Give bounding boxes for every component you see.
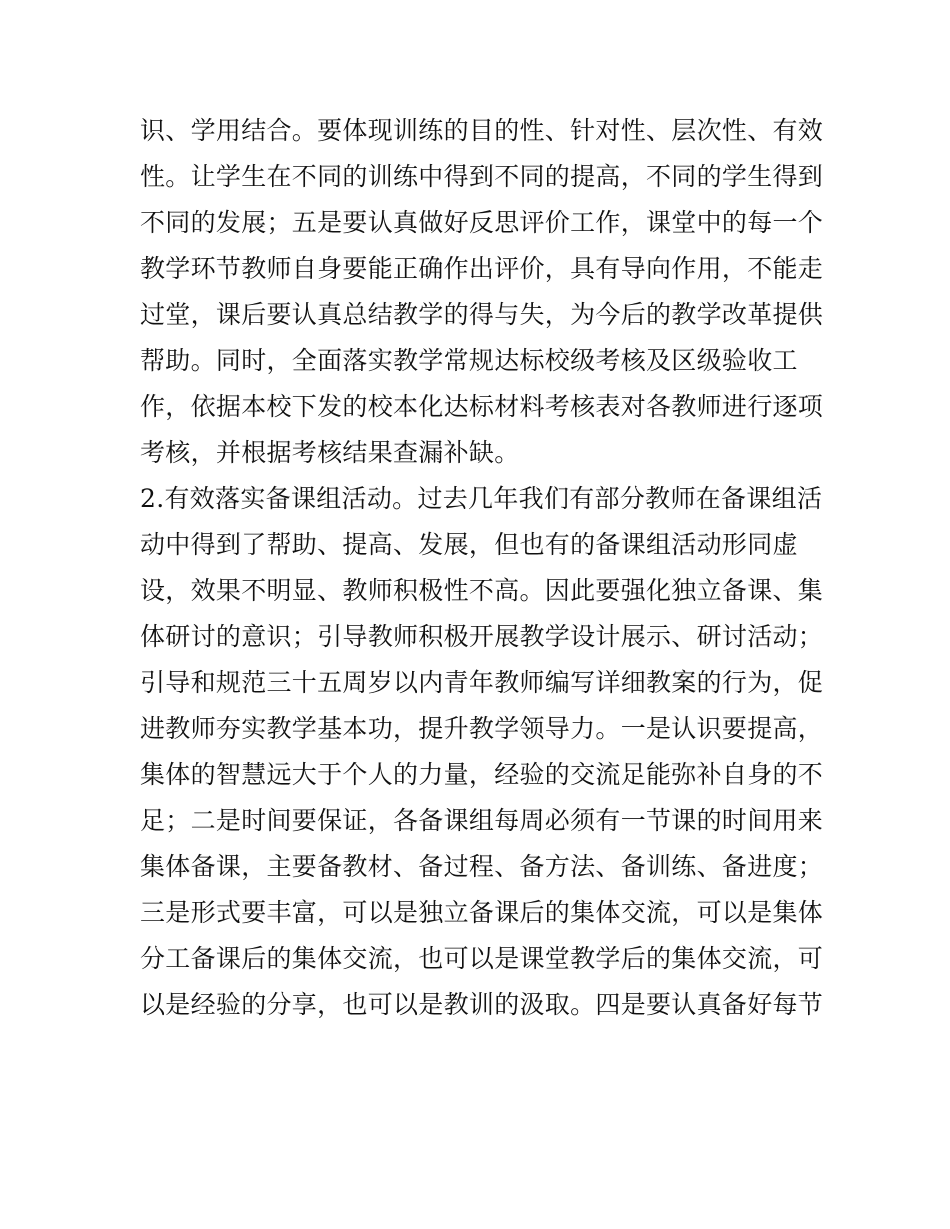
text-line: 教学环节教师自身要能正确作出评价，具有导向作用，不能走	[140, 254, 824, 283]
text-line: 性。让学生在不同的训练中得到不同的提高，不同的学生得到	[140, 162, 824, 191]
text-line: 考核，并根据考核结果查漏补缺。	[140, 438, 520, 467]
text-line: 三是形式要丰富，可以是独立备课后的集体交流，可以是集体	[140, 898, 824, 927]
text-line: 进教师夯实教学基本功，提升教学领导力。一是认识要提高，	[140, 714, 824, 743]
body-text	[140, 108, 824, 1028]
text-line: 过堂，课后要认真总结教学的得与失，为今后的教学改革提供	[140, 300, 824, 329]
text-line: 分工备课后的集体交流，也可以是课堂教学后的集体交流，可	[140, 944, 824, 973]
text-line: 作，依据本校下发的校本化达标材料考核表对各教师进行逐项	[140, 392, 824, 421]
text-line: 集体的智慧远大于个人的力量，经验的交流足能弥补自身的不	[140, 760, 824, 789]
text-line: 以是经验的分享，也可以是教训的汲取。四是要认真备好每节	[140, 990, 824, 1019]
text-line: 引导和规范三十五周岁以内青年教师编写详细教案的行为，促	[140, 668, 824, 697]
text-line: 动中得到了帮助、提高、发展，但也有的备课组活动形同虚	[140, 530, 798, 559]
text-line: 帮助。同时，全面落实教学常规达标校级考核及区级验收工	[140, 346, 798, 375]
text-line: 体研讨的意识；引导教师积极开展教学设计展示、研讨活动；	[140, 622, 824, 651]
text-line: 不同的发展；五是要认真做好反思评价工作，课堂中的每一个	[140, 208, 824, 237]
text-line: 足；二是时间要保证，各备课组每周必须有一节课的时间用来	[140, 806, 824, 835]
text-line: 识、学用结合。要体现训练的目的性、针对性、层次性、有效	[140, 116, 824, 145]
text-line: 设，效果不明显、教师积极性不高。因此要强化独立备课、集	[140, 576, 824, 605]
text-line: 2.有效落实备课组活动。过去几年我们有部分教师在备课组活	[140, 484, 823, 513]
text-line: 集体备课，主要备教材、备过程、备方法、备训练、备进度；	[140, 852, 824, 881]
